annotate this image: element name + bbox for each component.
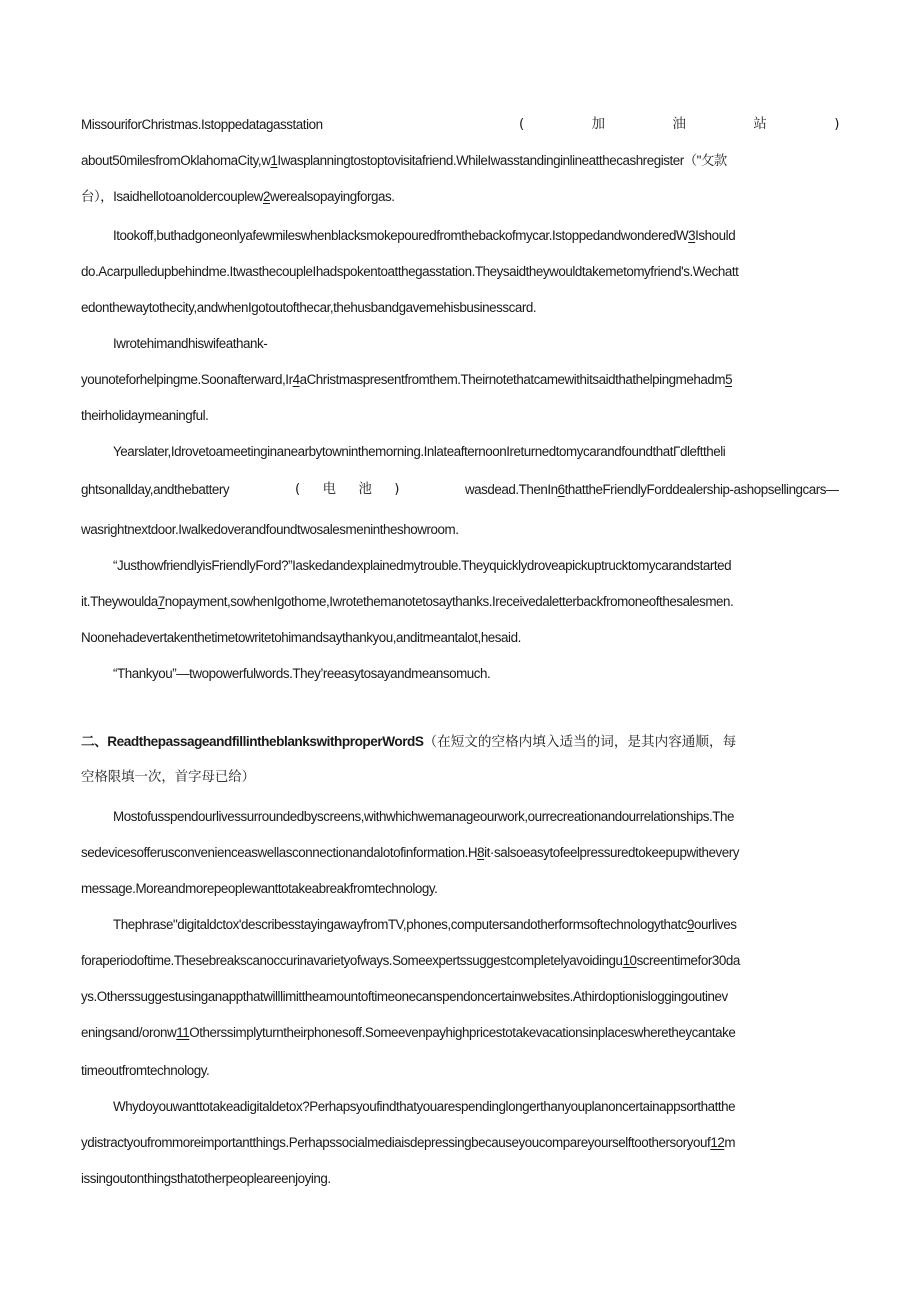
- section2-heading: [81, 733, 839, 751]
- q3-line-1: Whydoyouwanttotakeadigitaldetox?Perhapsyoufindthatyouarespendinglongerthanyouplanoncertainappsorthatthe: [113, 1099, 736, 1114]
- p1-line-3: [81, 188, 839, 206]
- p2-line-1: [113, 227, 839, 245]
- p4-line-1: Yearslater,Idrovetoameetinginanearbytowninthemorning.InlateafternoonIreturnedtomycarandfoundthatΓdlefttheli: [113, 444, 726, 459]
- p4-line-2-tail: [465, 481, 839, 499]
- gas-station-gloss: [519, 116, 839, 134]
- text-run: Thephrase"digitaldctox'describesstayingawayfromTV,phones,computersandotherformsoftechnologythatc: [113, 917, 687, 932]
- q2-line-5: timeoutfromtechnology.: [81, 1063, 210, 1078]
- blank-9: 9: [686, 917, 694, 932]
- text-run: Itookoff,buthadgoneonlyafewmileswhenblacksmokepouredfromthebackofmycar.IstoppedandwonderedW: [113, 228, 689, 243]
- p5-line-1: “JusthowfriendlyisFriendlyFord?”Iaskedandexplainedmytrouble.Theyquicklydroveapickuptrucktomycarandstarted: [113, 558, 732, 573]
- q2-line-1: [113, 916, 839, 934]
- section-instructions-cn: （在短文的空格内填入适当的词，是其内容通顺，每: [423, 734, 737, 750]
- gloss-close-paren: ): [834, 117, 839, 132]
- q1-line-1: Mostofusspendourlivessurroundedbyscreens,withwhichwemanageourwork,ourrecreationandourrelationships.The: [113, 809, 735, 824]
- text-run: thattheFriendlyForddealership-ashopsellingcars—: [564, 482, 839, 497]
- q3-line-3: issingoutonthingsthatotherpeopleareenjoying.: [81, 1171, 331, 1186]
- q1-line-2: [81, 844, 839, 862]
- text-run: ourlives: [693, 917, 737, 932]
- gloss-open-paren: (: [295, 482, 300, 497]
- p1-line-2: [81, 152, 839, 170]
- section-title-en: ReadthepassageandfillintheblankswithproperWordS: [107, 734, 424, 749]
- q2-line-3: ys.Otherssuggestusinganappthatwilllimittheamountoftimeonecanspendoncertainwebsites.Athirdoptionisloggingoutinev: [81, 989, 728, 1004]
- blank-11: 11: [176, 1025, 190, 1040]
- p4-line-3: wasrightnextdoor.Iwalkedoverandfoundtwosalesmenintheshowroom.: [81, 522, 459, 537]
- p5-line-2: [81, 593, 839, 611]
- text-run: nopayment,sowhenIgothome,Iwrotethemanotetosaythanks.Ireceivedaletterbackfromoneofthesalesmen.: [164, 594, 734, 609]
- text-run: wasdead.ThenIn: [464, 482, 558, 497]
- text-run: it.Theywoulda: [81, 594, 158, 609]
- gloss-char: 电: [322, 482, 336, 497]
- text-run: eningsand/oronw: [81, 1025, 177, 1040]
- gloss-char: 池: [358, 482, 372, 497]
- p1-line-1: [81, 116, 839, 134]
- blank-12: 12: [710, 1135, 725, 1150]
- text-run: ydistractyoufrommoreimportantthings.Perhapssocialmediaisdepressingbecauseyoucompareyourselftoothersoryouf: [81, 1135, 711, 1150]
- text-run: Ishould: [695, 228, 736, 243]
- text-run: aChristmaspresentfromthem.Theirnotethatcamewithitsaidthathelpingmehadm: [299, 372, 726, 387]
- text-run: about50milesfromOklahomaCity,w: [81, 153, 271, 168]
- blank-6: 6: [557, 482, 565, 497]
- blank-2: 2: [262, 189, 270, 204]
- text-run: foraperiodoftime.Thesebreakscanoccurinavarietyofways.Someexpertssuggestcompletelyavoidingu: [81, 953, 623, 968]
- blank-5: 5: [725, 372, 733, 387]
- p3-line-2: [81, 371, 839, 389]
- blank-1: 1: [270, 153, 278, 168]
- p3-line-1: Iwrotehimandhiswifeathank-: [113, 336, 268, 351]
- text-run: ghtsonallday,andthebattery: [81, 482, 230, 497]
- text-run: sedevicesofferusconvenienceaswellasconnectionandalotofinformation.H: [81, 845, 478, 860]
- gloss-open-paren: (: [519, 117, 524, 132]
- q2-line-2: [81, 952, 839, 970]
- blank-4: 4: [292, 372, 300, 387]
- text-run: it·salsoeasytofeelpressuredtokeepupwithevery: [484, 845, 739, 860]
- blank-3: 3: [688, 228, 696, 243]
- p1-line-1-text: MissouriforChristmas.Istoppedatagasstation: [81, 117, 323, 132]
- p3-line-3: theirholidaymeaningful.: [81, 408, 209, 423]
- gloss-char: 加: [591, 117, 605, 132]
- blank-7: 7: [157, 594, 165, 609]
- blank-10: 10: [622, 953, 637, 968]
- section-number: 二、: [81, 734, 108, 750]
- blank-8: 8: [477, 845, 485, 860]
- q3-line-2: [81, 1134, 839, 1152]
- text-run: m: [724, 1135, 736, 1150]
- gloss-char: 油: [672, 117, 686, 132]
- p2-line-2: do.Acarpulledupbehindme.ItwasthecoupleIhadspokentoatthegasstation.Theysaidtheywouldtakemetomyfriend's.Wechatt: [81, 264, 739, 279]
- q2-line-4: [81, 1024, 839, 1042]
- p5-line-3: Noonehadevertakenthetimetowritetohimandsaythankyou,anditmeantalot,hesaid.: [81, 630, 521, 645]
- text-run: younoteforhelpingme.Soonafterward,Ir: [81, 372, 293, 387]
- p6-line-1: “Thankyou”—twopowerfulwords.They’reeasytosayandmeansomuch.: [113, 666, 491, 681]
- text-run: Iwasplanningtostoptovisitafriend.WhileIwasstandinginlineatthecashregister（"攵款: [277, 153, 727, 168]
- p2-line-3: edonthewaytothecity,andwhenIgotoutofthecar,thehusbandgavemehisbusinesscard.: [81, 300, 537, 315]
- text-run: Otherssimplyturntheirphonesoff.Someevenpayhighpricestotakevacationsinplaceswheretheycantake: [189, 1025, 736, 1040]
- battery-gloss: [295, 481, 399, 499]
- p4-line-2: [81, 481, 839, 499]
- q1-line-3: message.Moreandmorepeoplewanttotakeabreakfromtechnology.: [81, 881, 438, 896]
- text-run: werealsopayingforgas.: [269, 189, 395, 204]
- gloss-close-paren: ): [394, 482, 400, 497]
- gloss-char: 站: [753, 117, 767, 132]
- text-run: 台），Isaidhellotoanoldercouplew: [81, 189, 263, 204]
- text-run: screentimefor30da: [636, 953, 740, 968]
- section2-heading-line-2: 空格限填一次，首字母已给）: [81, 770, 256, 785]
